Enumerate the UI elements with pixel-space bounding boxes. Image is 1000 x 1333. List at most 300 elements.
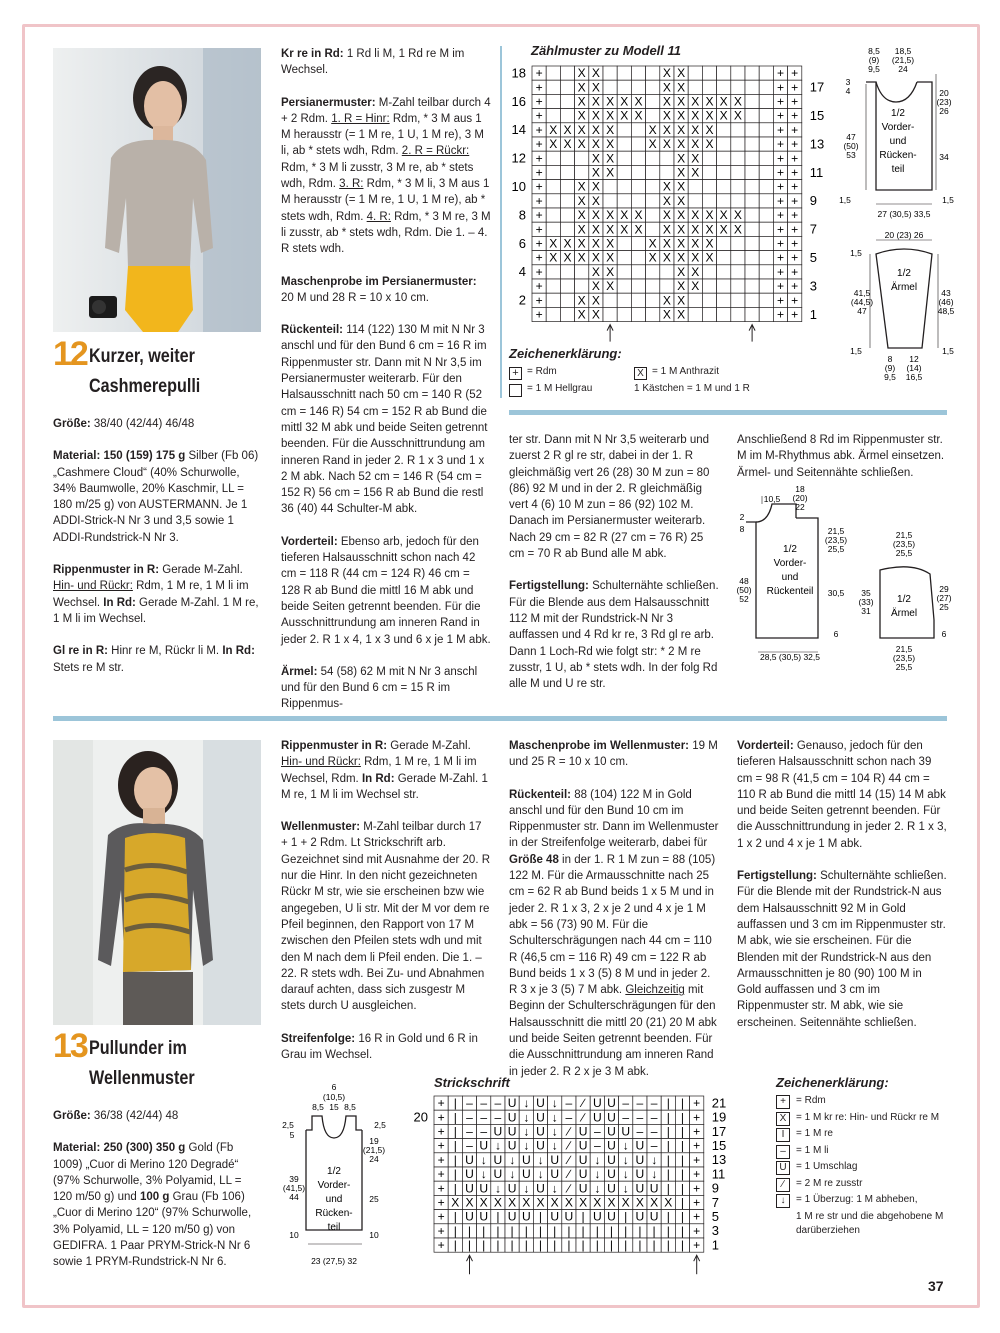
chart-cell-symbol: X — [577, 179, 586, 194]
chart-cell-symbol: | — [609, 1238, 614, 1253]
text-run: Persianermuster: — [281, 96, 379, 109]
legend-row — [776, 1127, 956, 1143]
chart-cell-symbol: U — [507, 1110, 517, 1125]
chart-cell-symbol: | — [553, 1238, 557, 1253]
chart-cell-symbol: + — [791, 193, 799, 208]
chart-cell-symbol: + — [791, 108, 799, 123]
chart-cell — [546, 80, 560, 94]
chart-cell-symbol: X — [634, 222, 643, 237]
chart-cell-symbol: | — [680, 1110, 685, 1125]
legend-row — [776, 1177, 956, 1193]
chart-cell — [631, 80, 645, 94]
chart-cell-symbol: X — [705, 137, 714, 152]
dimension-label: 48 — [739, 576, 749, 586]
chart-cell-symbol: X — [606, 122, 615, 137]
chart-cell — [717, 137, 731, 151]
chart-cell-symbol: + — [693, 1096, 701, 1111]
chart-row-label: 12 — [511, 150, 526, 166]
chart-cell — [702, 151, 716, 165]
chart-row-label: 19 — [711, 1109, 727, 1125]
schematic-11-front — [836, 44, 958, 222]
column-separator — [500, 46, 502, 398]
chart-cell-symbol: X — [577, 94, 586, 109]
chart-cell-symbol: | — [581, 1209, 585, 1224]
chart-cell-symbol: X — [648, 122, 657, 137]
chart-cell — [717, 165, 731, 179]
chart-cell-symbol: U — [536, 1124, 545, 1139]
chart-cell-symbol: ↓ — [651, 1152, 658, 1167]
chart-cell-symbol: ↓ — [622, 1167, 629, 1182]
model-13-third-column — [509, 738, 719, 1096]
dimension-label: 9,5 — [868, 64, 880, 74]
chart-cell-symbol: X — [662, 122, 671, 137]
chart-cell-symbol: + — [776, 307, 785, 322]
chart-cell-symbol: X — [577, 137, 586, 152]
chart-cell-symbol: X — [648, 137, 657, 152]
chart-cell — [745, 208, 759, 222]
chart-cell-symbol: X — [577, 66, 586, 81]
dimension-label: (21,5) — [362, 1145, 386, 1155]
chart-cell — [717, 80, 731, 94]
chart-cell — [731, 293, 745, 307]
chart-cell-symbol: X — [691, 236, 700, 251]
chart-cell-symbol: U — [607, 1181, 616, 1196]
chart-cell — [546, 222, 560, 236]
chart-cell-symbol: X — [563, 236, 572, 251]
text-run: Silber (Fb 06) „Cashmere Cloud“ (40% Schurwolle, 34% Baumwolle, 20% Kaschmir, LL = 180 m/25 g) von AUSTERMANN. Je 1 ADDI-Strick-N Nr 3 und 3,5 sowie 1 ADDI-Rundstrick-N Nr 3. — [53, 450, 259, 544]
chart-cell — [731, 279, 745, 293]
chart-cell — [631, 151, 645, 165]
text-run: M-Zahl teilbar durch 4 + 2 Rdm. — [281, 96, 491, 125]
text-run: 114 (122) 130 M mit N Nr 3 anschl und für den Bund 6 cm = 16 R im Rippenmuster str. Dann mit N Nr 3,5 im Persianermuster weiterarb. Für den Halsausschnitt nach 50 cm = 140 R (52 cm = 146 R) 54 cm = 152 R ab Bund die mittl 32 M abk und beide Seiten getrennt beenden. Für die Ausschnittrundung am inneren Rand in jeder 2. R 1 x 3 und 1 x 2 M abk. Nach 52 cm = 146 R (54 cm = 152 R) 56 cm = 156 R ab Bund die restl 36 (40) 44 Schulter-M abk. — [281, 324, 488, 516]
chart-cell — [745, 109, 759, 123]
paragraph — [737, 868, 947, 1031]
chart-cell-symbol: X — [677, 151, 686, 166]
text-run: Rdm, 1 M re, 1 M li im Wechsel, Rdm. — [281, 756, 477, 785]
chart-cell-symbol: X — [606, 94, 615, 109]
chart-cell-symbol: + — [776, 264, 785, 279]
chart-cell-symbol: + — [437, 1195, 445, 1210]
chart-cell-symbol: U — [564, 1209, 574, 1224]
text-run: 3. R: — [339, 178, 364, 191]
chart-cell-symbol: + — [791, 179, 799, 194]
chart-cell-symbol: | — [581, 1223, 585, 1238]
text-run: Maschenprobe im Wellenmuster: — [509, 740, 693, 752]
chart-cell — [546, 109, 560, 123]
text-run: ter str. Dann mit N Nr 3,5 weiterarb und zuerst 2 R gl re str, dabei in der 1. R gleichmäßig vert 26 (28) 30 M zun = 80 (86) 92 M und in der 2. R gleichmäßig vert 4 (6) 10 M zun = 86 (92) 102 M. Danach im Persianermuster weiterarb. Nach 29 cm = 82 R (27 cm = 76 R) 25 cm = 70 R ab Bund alle M abk. — [509, 434, 710, 561]
dimension-label: und — [325, 1194, 343, 1205]
chart-cell-symbol: ↓ — [523, 1096, 530, 1111]
dimension-label: 39 — [289, 1174, 299, 1184]
dimension-label: 18,5 — [894, 46, 912, 56]
chart-cell-symbol: U — [607, 1096, 616, 1111]
chart-cell — [631, 279, 645, 293]
chart-cell-symbol: | — [567, 1223, 571, 1238]
chart-cell-symbol: | — [453, 1167, 457, 1182]
text-run: 4. R: — [366, 210, 391, 223]
dimension-label: (44,5) — [850, 297, 874, 307]
chart-cell — [717, 279, 731, 293]
chart-cell-symbol: | — [652, 1238, 656, 1253]
chart-cell-symbol: X — [662, 293, 671, 308]
chart-cell-symbol: – — [636, 1124, 644, 1139]
chart-cell — [646, 109, 660, 123]
chart-cell — [702, 265, 716, 279]
chart-cell — [731, 307, 745, 321]
chart-row-label: 7 — [711, 1194, 720, 1210]
legend-label: 1 M re str und die abgehobene M darüberziehen — [796, 1210, 944, 1236]
chart-cell-symbol: U — [507, 1138, 517, 1153]
chart-cell-symbol: | — [666, 1238, 670, 1253]
chart-cell — [646, 180, 660, 194]
chart-cell — [560, 165, 574, 179]
chart-cell-symbol: X — [662, 193, 671, 208]
chart-cell-symbol: X — [677, 165, 686, 180]
paragraph — [53, 1108, 263, 1124]
chart-cell-symbol: U — [493, 1167, 503, 1182]
chart-cell-symbol: + — [693, 1195, 701, 1210]
chart-cell-symbol: U — [536, 1096, 545, 1111]
chart-cell — [560, 94, 574, 108]
text-run: 1 Rd li M, 1 Rd re M im Wechsel. — [281, 48, 465, 77]
chart-cell — [546, 151, 560, 165]
chart-cell-symbol: U — [465, 1209, 474, 1224]
dimension-label: (9) — [884, 363, 896, 373]
chart-cell-symbol: X — [591, 236, 600, 251]
dimension-label: (23) — [936, 97, 952, 107]
chart-cell-symbol: X — [549, 236, 558, 251]
chart-cell-symbol: X — [493, 1195, 502, 1210]
chart-cell-symbol: | — [453, 1209, 457, 1224]
chart-cell-symbol: + — [776, 208, 785, 223]
chart-cell-symbol: X — [691, 222, 700, 237]
chart-cell-symbol: | — [453, 1238, 457, 1253]
dimension-label: 1,5 — [839, 195, 851, 205]
chart-row-label: 13 — [809, 136, 825, 152]
schem11-label-2: und — [889, 136, 907, 147]
dimension-label: 1,5 — [850, 346, 862, 356]
chart-row-label: 17 — [711, 1123, 727, 1139]
paragraph — [53, 562, 263, 627]
paragraph — [281, 738, 491, 803]
dimension-label: 12 — [909, 354, 919, 364]
chart-cell-symbol: X — [591, 193, 600, 208]
chart-cell-symbol: – — [650, 1110, 658, 1125]
chart-cell-symbol: U — [635, 1209, 645, 1224]
chart-cell-symbol: ↓ — [551, 1124, 558, 1139]
chart-row-label: 1 — [711, 1237, 720, 1253]
chart-cell-symbol: X — [705, 108, 714, 123]
chart-cell — [717, 123, 731, 137]
chart-cell-symbol: X — [620, 108, 629, 123]
chart-cell-symbol: + — [791, 236, 799, 251]
legend-symbol: ∕ — [776, 1178, 790, 1192]
dimension-label: (14) — [906, 363, 922, 373]
legend-11 — [509, 366, 769, 406]
dimension-label: (23,5) — [892, 653, 916, 663]
chart-cell-symbol: X — [620, 222, 629, 237]
dimension-label: 10 — [369, 1230, 379, 1240]
chart-row-label: 14 — [511, 122, 526, 138]
chart-cell — [646, 222, 660, 236]
legend-row — [776, 1193, 956, 1209]
chart-cell — [759, 66, 773, 80]
dimension-label: 47 — [857, 306, 867, 316]
chart-cell — [745, 279, 759, 293]
text-run: Gl re in R: — [53, 645, 112, 658]
dimension-label: 2 — [739, 512, 745, 522]
chart-cell — [759, 123, 773, 137]
chart-cell-symbol: | — [595, 1223, 599, 1238]
chart-cell-symbol: X — [677, 236, 686, 251]
chart-cell-symbol: X — [577, 222, 586, 237]
chart-cell-symbol: X — [606, 208, 615, 223]
chart-cell — [731, 80, 745, 94]
model-13-fourth-column — [737, 738, 947, 1047]
chart-cell-symbol: X — [662, 222, 671, 237]
chart-cell-symbol: X — [591, 307, 600, 322]
dimension-label: 48,5 — [937, 306, 955, 316]
legend-symbol: U — [776, 1161, 790, 1175]
chart-cell-symbol: | — [624, 1223, 628, 1238]
dimension-label: Ärmel — [890, 282, 918, 293]
model-12-third-column — [509, 432, 719, 708]
chart-cell-symbol: X — [591, 94, 600, 109]
chart-cell-symbol: | — [680, 1181, 685, 1196]
chart-cell-symbol: + — [776, 137, 785, 152]
chart-cell-symbol: + — [791, 151, 799, 166]
chart-cell-symbol: X — [662, 208, 671, 223]
chart-cell — [603, 293, 617, 307]
text-run: Vorderteil: — [737, 740, 797, 752]
legend-rdm-symbol: + — [509, 367, 522, 380]
chart-cell-symbol: X — [620, 208, 629, 223]
chart-cell-symbol: U — [607, 1167, 616, 1182]
text-run: Maschenprobe im Persianermuster: — [281, 275, 477, 288]
dimension-label: 44 — [289, 1192, 299, 1202]
chart-cell-symbol: X — [564, 1195, 573, 1210]
chart-cell-symbol: X — [719, 108, 728, 123]
dimension-label: 16,5 — [905, 372, 923, 382]
dimension-label: 1/2 — [897, 594, 911, 605]
chart-cell-symbol: U — [550, 1209, 560, 1224]
chart-cell-symbol: – — [480, 1096, 488, 1111]
chart-cell-symbol: X — [549, 250, 558, 265]
dimension-label: 8 — [887, 354, 893, 364]
chart-cell-symbol: X — [606, 236, 615, 251]
dimension-label: 22 — [795, 502, 805, 512]
dimension-label: 1,5 — [850, 248, 862, 258]
legend-x-label: = 1 M Anthrazit — [652, 366, 719, 377]
chart-cell-symbol: U — [649, 1209, 659, 1224]
chart-cell-symbol: + — [437, 1209, 445, 1224]
text-run: Schulternähte schließen. Für die Blende mit der Rundstrick-N aus dem Halsausschnitt 92 M in Gold auffassen und 3 cm im Rippenmuster str. M abk, wie sie erscheinen. Für die Blenden mit der Rundstrick-N aus den Armausschnitten je 80 (90) 100 M in Gold auffassen und 3 cm im Rippenmuster str. M abk, wie sie erscheinen. Seitennähte schließen. — [737, 870, 947, 1029]
chart-cell-symbol: + — [776, 80, 785, 95]
schematic-12-sleeve — [852, 530, 962, 675]
legend-row — [776, 1094, 956, 1110]
dimension-label: 9,5 — [884, 372, 896, 382]
chart-cell-symbol: | — [624, 1209, 628, 1224]
chart-cell-symbol: – — [593, 1138, 601, 1153]
chart-cell-symbol: X — [691, 264, 700, 279]
chart-cell-symbol: | — [666, 1167, 670, 1182]
model-13-middle-column — [281, 738, 491, 1079]
text-run: Größe: — [53, 1110, 94, 1122]
model-12-number: 12 — [53, 335, 87, 373]
chart-cell-symbol: X — [677, 122, 686, 137]
chart-cell-symbol: ↓ — [622, 1181, 629, 1196]
chart-cell-symbol: + — [437, 1167, 445, 1182]
chart-row-label: 17 — [809, 79, 825, 95]
chart-cell — [688, 66, 702, 80]
text-run: 36/38 (42/44) 48 — [93, 1110, 179, 1122]
chart-cell-symbol: X — [691, 137, 700, 152]
chart-cell — [717, 66, 731, 80]
chart-cell-symbol: U — [479, 1181, 489, 1196]
chart-cell — [603, 307, 617, 321]
chart-cell-symbol: X — [563, 122, 572, 137]
chart-row-label: 5 — [809, 249, 818, 265]
chart-row-label: 15 — [809, 107, 825, 123]
chart-cell-symbol: X — [648, 250, 657, 265]
chart-row-label: 21 — [711, 1095, 727, 1111]
chart-cell — [560, 66, 574, 80]
chart-cell — [646, 66, 660, 80]
chart-cell-symbol: + — [535, 94, 543, 109]
dimension-label: 24 — [898, 64, 908, 74]
chart-cell-symbol: X — [606, 108, 615, 123]
chart-cell — [617, 137, 631, 151]
dimension-label: 5 — [289, 1130, 295, 1140]
text-run: Hin- und Rückr: — [53, 580, 133, 593]
legend-box-label: 1 Kästchen = 1 M und 1 R — [634, 383, 750, 394]
chart-cell — [560, 109, 574, 123]
chart-cell-symbol: | — [666, 1110, 670, 1125]
chart-cell — [631, 251, 645, 265]
chart-cell-symbol: X — [733, 208, 742, 223]
chart-cell-symbol: + — [437, 1138, 445, 1153]
chart-cell-symbol: – — [650, 1138, 658, 1153]
chart-cell-symbol: X — [522, 1195, 531, 1210]
chart-cell-symbol: | — [666, 1096, 670, 1111]
dimension-label: (33) — [858, 597, 874, 607]
chart-cell-symbol: ↓ — [594, 1181, 601, 1196]
chart-cell-symbol: | — [538, 1238, 543, 1253]
chart-cell-symbol: U — [521, 1209, 531, 1224]
chart-cell-symbol: X — [577, 80, 586, 95]
chart-cell-symbol: X — [591, 264, 600, 279]
dimension-label: (21,5) — [891, 55, 915, 65]
chart-cell-symbol: X — [733, 94, 742, 109]
chart-cell-symbol: U — [536, 1138, 545, 1153]
chart-row-label: 11 — [809, 164, 824, 180]
text-run: Rückenteil: — [509, 788, 575, 801]
schem11-label-0: 1/2 — [891, 108, 905, 119]
text-run: mit Beginn der Schulterschrägungen für den Halsausschnitt die mittl 20 (21) 20 M abk und beide Seiten getrennt beenden. Für die Ausschnittrundung am inneren Rand in jeder 2. R 2 x je 3 M abk. — [509, 984, 717, 1078]
chart-cell-symbol: U — [592, 1110, 602, 1125]
chart-cell-symbol: U — [592, 1209, 602, 1224]
chart-cell-symbol: + — [437, 1181, 445, 1196]
chart-cell — [617, 194, 631, 208]
legend-symbol: – — [776, 1145, 790, 1159]
schematic-13 — [278, 1082, 398, 1272]
chart-cell — [745, 151, 759, 165]
chart-cell-symbol: + — [535, 108, 543, 123]
chart-cell-symbol: ↓ — [622, 1138, 629, 1153]
chart-cell-symbol: X — [691, 94, 700, 109]
chart-cell-symbol: – — [650, 1096, 658, 1111]
chart-row-label: 16 — [511, 93, 526, 109]
chart-cell — [759, 279, 773, 293]
chart-cell — [631, 236, 645, 250]
chart-cell-symbol: | — [680, 1209, 685, 1224]
chart-cell — [745, 165, 759, 179]
chart-cell-symbol: X — [606, 165, 615, 180]
dimension-label: 6 — [941, 629, 947, 639]
chart-cell — [745, 307, 759, 321]
dimension-label: 29 — [939, 584, 949, 594]
chart-cell — [560, 307, 574, 321]
chart-row-label: 3 — [711, 1223, 720, 1239]
dimension-label: (23,5) — [892, 539, 916, 549]
chart-cell — [745, 236, 759, 250]
chart-cell-symbol: X — [635, 1195, 644, 1210]
chart-cell — [759, 137, 773, 151]
chart-cell — [745, 180, 759, 194]
chart-cell-symbol: U — [507, 1096, 517, 1111]
legend-x-symbol: X — [634, 367, 647, 380]
chart-cell-symbol: ↓ — [494, 1138, 501, 1153]
chart-cell-symbol: X — [705, 222, 714, 237]
dimension-label: 10 — [289, 1230, 299, 1240]
legend-symbol: + — [776, 1095, 790, 1109]
chart-cell-symbol: + — [535, 122, 543, 137]
chart-cell-symbol: – — [494, 1110, 502, 1125]
chart-row-label: 9 — [809, 193, 818, 209]
chart-cell-symbol: X — [662, 250, 671, 265]
text-run: Ebenso arb, jedoch für den tieferen Halsausschnitt schon nach 42 cm = 118 R (44 cm = 124 R) 46 cm = 128 R ab Bund die mittl 16 M abk und beide Seiten getrennt beenden. Für die Ausschnittrundung am inneren Rand in jeder 2. R 1 x 4, 1 x 3 und 6 x je 1 M abk. — [281, 535, 491, 646]
chart-cell-symbol: U — [521, 1152, 531, 1167]
chart-cell-symbol: + — [693, 1124, 701, 1139]
dimension-label: 41,5 — [853, 288, 871, 298]
chart-cell — [631, 165, 645, 179]
chart-cell-symbol: ∕ — [567, 1181, 570, 1196]
dimension-label: 25,5 — [895, 662, 913, 672]
text-run: Rückenteil: — [281, 324, 347, 337]
dimension-label: 35 — [861, 588, 871, 598]
model-13-left-column — [53, 1108, 263, 1287]
chart-cell — [631, 137, 645, 151]
chart-cell — [631, 66, 645, 80]
chart-cell-symbol: | — [467, 1238, 472, 1253]
chart-cell-symbol: X — [550, 1195, 559, 1210]
text-run: Stets re M str. — [53, 661, 124, 674]
chart-cell — [759, 180, 773, 194]
chart-cell — [646, 293, 660, 307]
dimension-label: 18 — [795, 486, 805, 494]
legend-empty-label: = 1 M Hellgrau — [527, 383, 593, 394]
chart-cell-symbol: X — [705, 236, 714, 251]
chart-cell-symbol: | — [496, 1238, 500, 1253]
chart-cell-symbol: X — [606, 250, 615, 265]
chart-cell-symbol: + — [791, 137, 799, 152]
chart-cell-symbol: X — [677, 108, 686, 123]
chart-cell — [617, 236, 631, 250]
chart-cell-symbol: X — [591, 279, 600, 294]
chart-cell — [702, 279, 716, 293]
chart-cell-symbol: ↓ — [480, 1167, 487, 1182]
dimension-label: 43 — [941, 288, 951, 298]
